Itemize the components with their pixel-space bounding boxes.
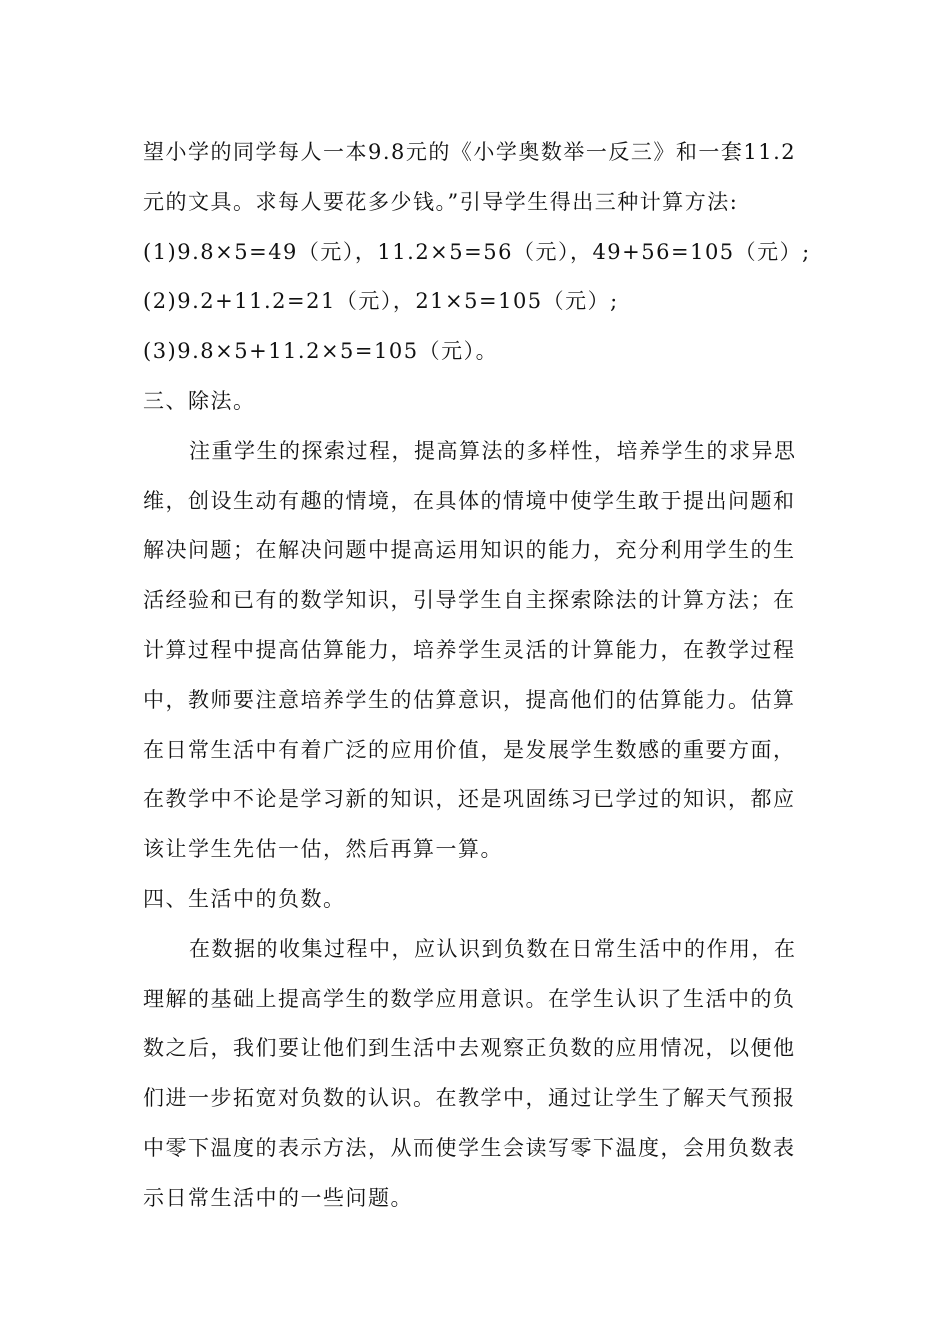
text-line: 该让学生先估一估，然后再算一算。 [143, 837, 503, 862]
section-heading-negative-numbers: 四、生活中的负数。 [143, 886, 346, 911]
text-line: 注重学生的探索过程，提高算法的多样性，培养学生的求异思 [189, 438, 797, 463]
text-line: 们进一步拓宽对负数的认识。在教学中，通过让学生了解天气预报 [143, 1086, 796, 1111]
paragraph-negative-numbers [143, 925, 807, 1224]
text-line: 示日常生活中的一些问题。 [143, 1185, 413, 1210]
calculation-methods [143, 228, 811, 377]
method-2: (2)9.2+11.2=21（元），21×5=105（元）; [143, 289, 619, 314]
text-line: 在数据的收集过程中，应认识到负数在日常生活中的作用，在 [189, 936, 797, 961]
text-line: 中，教师要注意培养学生的估算意识，提高他们的估算能力。估算 [143, 687, 796, 712]
text-line: 望小学的同学每人一本9.8元的《小学奥数举一反三》和一套11.2 [143, 140, 797, 164]
text-line: 计算过程中提高估算能力，培养学生灵活的计算能力，在教学过程 [143, 637, 796, 662]
method-3: (3)9.8×5+11.2×5=105（元）。 [143, 339, 499, 364]
method-1: (1)9.8×5=49（元），11.2×5=56（元），49+56=105（元）; [143, 239, 811, 264]
text-line: 在教学中不论是学习新的知识，还是巩固练习已学过的知识，都应 [143, 787, 796, 812]
text-line: 中零下温度的表示方法，从而使学生会读写零下温度，会用负数表 [143, 1135, 796, 1160]
paragraph-division [143, 427, 807, 875]
text-line: 数之后，我们要让他们到生活中去观察正负数的应用情况，以便他 [143, 1036, 796, 1061]
text-line: 理解的基础上提高学生的数学应用意识。在学生认识了生活中的负 [143, 986, 796, 1011]
text-line: 维，创设生动有趣的情境，在具体的情境中使学生敢于提出问题和 [143, 488, 796, 513]
text-line: 在日常生活中有着广泛的应用价值，是发展学生数感的重要方面， [143, 737, 796, 762]
document-body [143, 128, 811, 1224]
text-line: 活经验和已有的数学知识，引导学生自主探索除法的计算方法；在 [143, 588, 796, 613]
text-line: 解决问题；在解决问题中提高运用知识的能力，充分利用学生的生 [143, 538, 796, 563]
section-heading-division: 三、除法。 [143, 388, 256, 413]
paragraph-continued [143, 128, 807, 228]
text-line: 元的文具。求每人要花多少钱。”引导学生得出三种计算方法: [143, 189, 739, 214]
